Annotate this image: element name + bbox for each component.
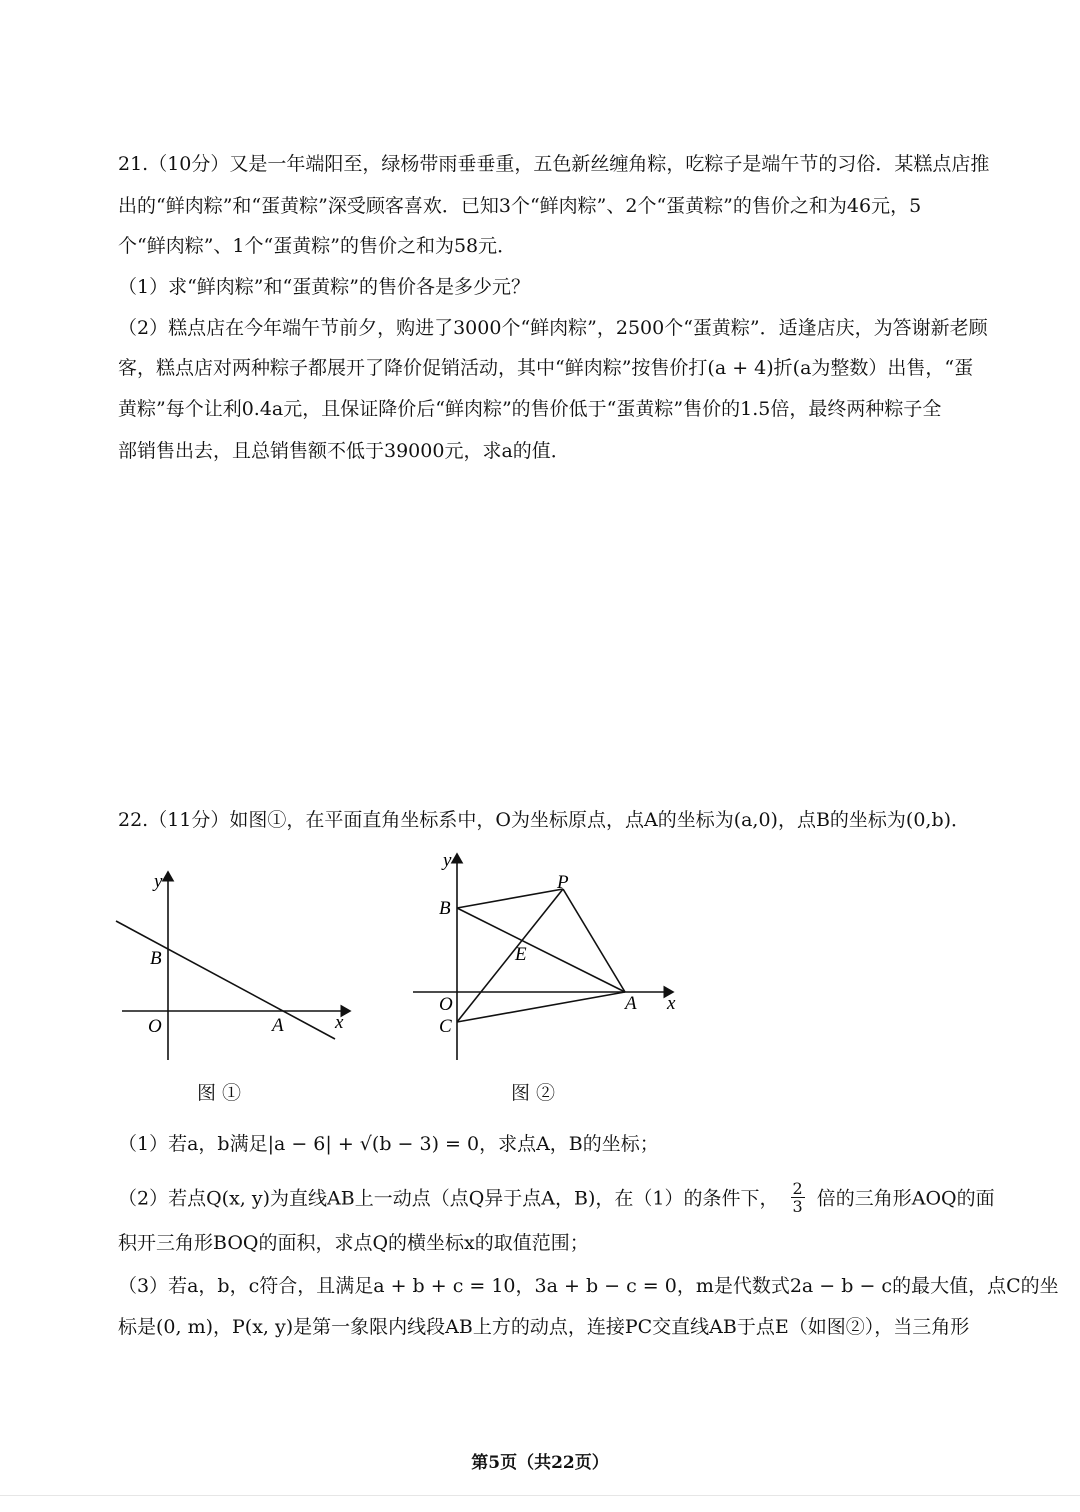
fig2-segment-ca — [457, 992, 625, 1022]
bottom-divider — [0, 1495, 1080, 1496]
q22-part-2-line-1 — [118, 1179, 995, 1217]
fig1-point-b-label: B — [150, 948, 162, 969]
q21-part-2-line-2: 客，糕点店对两种粽子都展开了降价促销活动，其中“鲜肉粽”按售价打(a + 4)折(a为整数）出售，“蛋 — [118, 357, 974, 379]
figure-1-caption: 图 ① — [197, 1082, 242, 1104]
q21-line-1: 21.（10分）又是一年端阳至，绿杨带雨垂垂重，五色新丝缠角粽，吃粽子是端午节的习俗．某糕点店推 — [118, 153, 990, 175]
figure-2-diagram — [405, 842, 695, 1067]
q21-part-2-line-4: 部销售出去，且总销售额不低于39000元，求a的值． — [118, 440, 570, 462]
fig1-x-label: x — [335, 1012, 344, 1033]
fig2-point-p-label: P — [557, 872, 569, 893]
figure-1-diagram — [110, 860, 360, 1070]
fig2-point-b-label: B — [439, 898, 451, 919]
fraction-denominator: 3 — [792, 1197, 803, 1216]
q21-part-2-line-3: 黄粽”每个让利0.4a元，且保证降价后“鲜肉粽”的售价低于“蛋黄粽”售价的1.5倍，最终两种粽子全 — [118, 398, 942, 420]
fig1-point-a-label: A — [272, 1015, 284, 1036]
q21-part-1: （1）求“鲜肉粽”和“蛋黄粽”的售价各是多少元？ — [118, 276, 530, 298]
fig2-point-c-label: C — [439, 1016, 452, 1037]
fig1-y-label: y — [154, 871, 163, 892]
q22-intro: 22.（11分）如图①，在平面直角坐标系中，O为坐标原点，点A的坐标为(a,0)，点B的坐标为(0,b)． — [118, 809, 971, 831]
q22-part-2-fraction — [791, 1180, 805, 1215]
fig2-segment-pc — [457, 889, 563, 1022]
q22-part-3-line-1: （3）若a，b，c符合，且满足a + b + c = 10，3a + b − c = 0，m是代数式2a − b − c的最大值，点C的坐 — [118, 1275, 1059, 1297]
q21-line-2: 出的“鲜肉粽”和“蛋黄粽”深受顾客喜欢．已知3个“鲜肉粽”、2个“蛋黄粽”的售价之和为46元，5 — [118, 195, 922, 217]
q21-line-3: 个“鲜肉粽”、1个“蛋黄粽”的售价之和为58元． — [118, 235, 517, 257]
q22-part-2-text-b: 倍的三角形AOQ的面 — [816, 1187, 995, 1210]
q21-part-2-line-1: （2）糕点店在今年端午节前夕，购进了3000个“鲜肉粽”，2500个“蛋黄粽”．适逢店庆，为答谢新老顾 — [118, 317, 988, 339]
fraction-numerator: 2 — [792, 1179, 803, 1198]
fig2-segment-bp — [457, 889, 563, 908]
fig2-x-label: x — [667, 993, 676, 1014]
fig2-origin-label: O — [439, 994, 453, 1015]
fig2-y-label: y — [443, 850, 452, 871]
q22-part-3-line-2: 标是(0, m)，P(x, y)是第一象限内线段AB上方的动点，连接PC交直线AB于点E（如图②），当三角形 — [118, 1316, 970, 1338]
q22-part-2-text-a: （2）若点Q(x, y)为直线AB上一动点（点Q异于点A，B)，在（1）的条件下， — [118, 1187, 779, 1210]
fig2-point-e-label: E — [515, 944, 527, 965]
fig1-origin-label: O — [148, 1016, 162, 1037]
q22-part-2-line-2: 积开三角形BOQ的面积，求点Q的横坐标x的取值范围； — [118, 1232, 589, 1254]
figure-2-caption: 图 ② — [511, 1082, 556, 1104]
q22-part-1: （1）若a，b满足|a − 6| + √(b − 3) = 0，求点A，B的坐标； — [118, 1133, 659, 1155]
fig2-point-a-label: A — [625, 993, 637, 1014]
page-footer: 第5页（共22页） — [471, 1453, 609, 1473]
